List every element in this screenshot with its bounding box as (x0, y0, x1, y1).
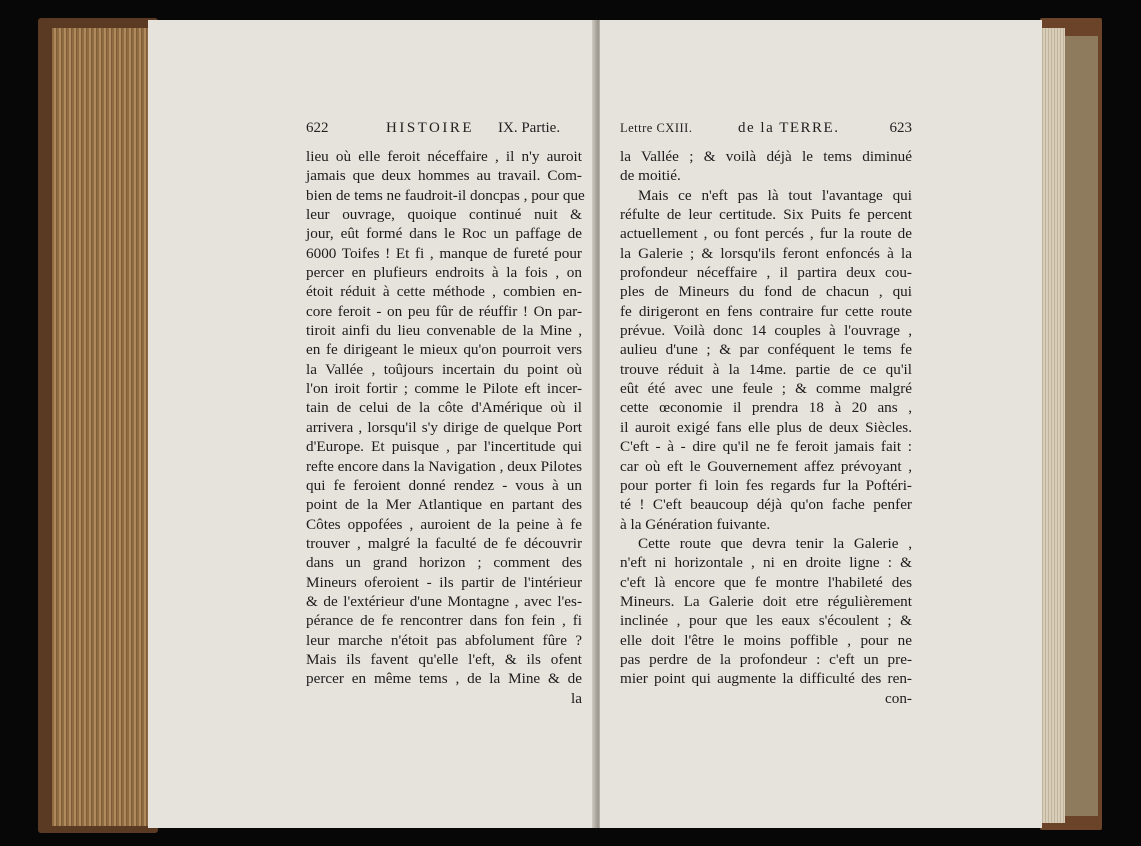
left-page-text (306, 147, 585, 708)
right-letter-label: Lettre CXIII. (620, 121, 693, 135)
text-line: c'eft là encore que fe montre l'habileté des (620, 573, 912, 591)
text-line: en fe dirigeant le mieux qu'on pourroit vers (306, 341, 582, 359)
text-line: core feroit - on peu fûr de réuffir ! On par- (306, 302, 582, 320)
text-line: aulieu d'une ; & par conféquent le tems fe (620, 341, 912, 359)
left-page-edges (52, 28, 152, 826)
text-line: la Vallée , toûjours incertain du point où (306, 360, 582, 378)
text-line: d'Europe. Et puisque , par l'incertitude qui (306, 438, 582, 456)
text-line: té ! C'eft beaucoup déjà qu'on fache penfer (620, 496, 912, 514)
left-page (148, 20, 596, 828)
left-running-title: HISTOIRE (386, 120, 475, 136)
text-line: à la Génération fuivante. (620, 515, 771, 533)
text-line: trouver , malgré la faculté de fe découvrir (306, 534, 582, 552)
text-line: Mais ils favent qu'elle l'eft, & ils ofent (306, 650, 582, 668)
text-line: bien de tems ne faudroit-il doncpas , pour que (306, 186, 585, 204)
text-line: fe dirigeront en fens contraire fur cette route (620, 302, 912, 320)
text-line: trouve réduit à la 14me. partie de ce qu'il (620, 360, 912, 378)
left-part-label: IX. Partie. (498, 120, 561, 136)
text-line: qui fe feroient donné rendez - vous à un (306, 476, 582, 494)
text-line: leur ouvrage, quoique continué nuit & (306, 206, 582, 224)
left-page-number: 622 (306, 120, 329, 136)
text-line: percer en même tems , de la Mine & de (306, 670, 582, 688)
right-page-number: 623 (889, 120, 912, 136)
text-line: la Vallée ; & voilà déjà le tems diminué (620, 148, 912, 165)
text-line: arrivera , lorsqu'il s'y dirige de quelque Port (306, 418, 582, 436)
text-line: inclinée , pour que les eaux s'écoulent ; & (620, 612, 912, 630)
text-line: jour, eût formé dans le Roc un paffage de (306, 225, 582, 243)
text-line: n'eft ni horizontale , ni en droite ligne : & (620, 554, 912, 572)
text-line: refte encore dans la Navigation , deux Pilotes (306, 457, 582, 475)
text-line: tiroit ainfi du lieu convenable de la Mine , (306, 322, 582, 340)
right-board (1062, 36, 1098, 816)
text-line: & de l'extérieur d'une Montagne , avec l'es- (306, 592, 582, 610)
text-line: réfulte de leur certitude. Six Puits fe percent (620, 206, 912, 224)
text-line: dans un grand horizon ; comment des (306, 554, 582, 572)
text-line: C'eft - à - dire qu'il ne fe feroit jamais fait : (620, 438, 912, 456)
text-line: pour porter fi loin fes regards fur la Poftéri- (620, 476, 912, 494)
text-line: Côtes oppofées , auroient de la peine à fe (306, 515, 582, 533)
text-line: Mais ce n'eft pas là tout l'avantage qui (638, 186, 912, 204)
text-line: étoit réduit à cette méthode , combien en- (306, 283, 582, 301)
catchword: con- (885, 689, 912, 707)
catchword: la (571, 689, 582, 707)
text-line: pérance de fe rencontrer dans fon fein , fi (306, 612, 582, 630)
right-page-text (620, 147, 912, 708)
text-line: actuellement , ou font percés , fur la route de (620, 225, 912, 243)
text-line: de moitié. (620, 167, 681, 185)
text-line: lieu où elle feroit néceffaire , il n'y auroit (306, 148, 582, 165)
text-line: profondeur néceffaire , il partira deux cou- (620, 264, 912, 282)
text-line: pas perdre de la profondeur : c'eft un pre- (620, 650, 912, 668)
text-line: percer en plufieurs endroits à la fois , on (306, 264, 582, 282)
text-line: jamais que deux hommes au travail. Com- (306, 167, 582, 185)
text-line: car où eft le Gouvernement affez prévoyant , (620, 457, 912, 475)
left-page-header (306, 120, 586, 140)
right-running-title: de la TERRE. (738, 120, 840, 136)
text-line: Mineurs. La Galerie doit etre régulièrement (620, 592, 912, 610)
text-line: mier point qui augmente la difficulté des ren- (620, 670, 912, 688)
text-line: ples de Mineurs du fond de chacun , qui (620, 283, 912, 301)
text-line: eût été avec une feule ; & comme malgré (620, 380, 912, 398)
right-page-edges (1040, 28, 1065, 823)
text-line: cette œconomie il prendra 18 à 20 ans , (620, 399, 912, 417)
right-page-header (620, 120, 912, 140)
text-line: Mineurs oferoient - ils partir de l'intérieur (306, 573, 582, 591)
text-line: leur marche n'étoit pas abfolument fûre ? (306, 631, 582, 649)
text-line: Cette route que devra tenir la Galerie , (638, 534, 912, 552)
text-line: elle doit l'être le moins poffible , pour ne (620, 631, 912, 649)
text-line: 6000 Toifes ! Et fi , manque de fureté pour (306, 244, 582, 262)
text-line: point de la Mer Atlantique en partant des (306, 496, 582, 514)
text-line: il auroit exigé fans elle plus de deux Siècles. (620, 418, 912, 436)
text-line: la Galerie ; & lorsqu'ils feront enfoncés à la (620, 244, 912, 262)
right-page (600, 20, 1042, 828)
text-line: prévue. Voilà donc 14 couples à l'ouvrage , (620, 322, 912, 340)
text-line: tain de celui de la côte d'Amérique où il (306, 399, 582, 417)
text-line: l'on iroit fortir ; comme le Pilote eft incer- (306, 380, 582, 398)
